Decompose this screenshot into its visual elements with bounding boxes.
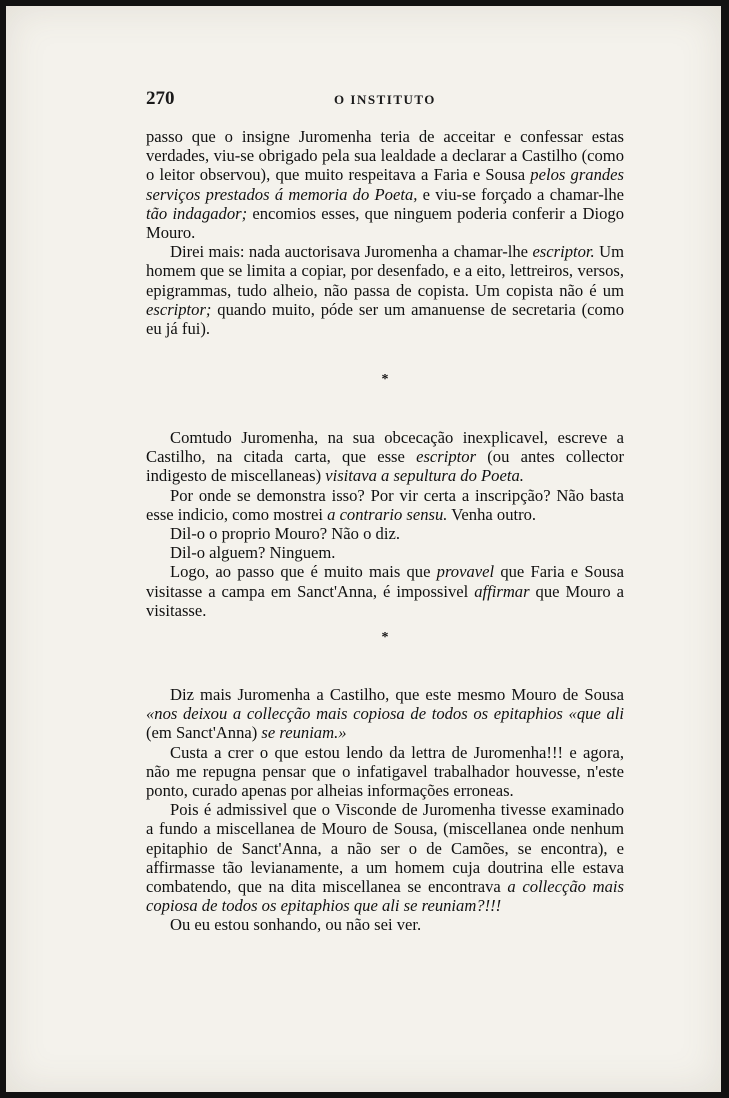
paragraph: Pois é admissivel que o Visconde de Juromenha tivesse examinado a fundo a miscellanea de Mouro de Sousa, (miscellanea onde nenhum epitaphio de Sanct'Anna, a não ser o de Camões, se encontra), e affirmasse tão levianamente, a um homem cuja doutrina elle estava combatendo, que na dita miscellanea se encontrava a collecção mais copiosa de todos os epitaphios que ali se reuniam?!!! — [146, 800, 624, 916]
paragraph: Logo, ao passo que é muito mais que provavel que Faria e Sousa visitasse a campa em Sanct'Anna, é impossivel affirmar que Mouro a visitasse. — [146, 562, 624, 620]
section-separator: * — [381, 372, 389, 387]
section-separator: * — [381, 630, 389, 645]
paragraph: Diz mais Juromenha a Castilho, que este mesmo Mouro de Sousa «nos deixou a collecção mais copiosa de todos os epitaphios «que ali (em Sanct'Anna) se reuniam.» — [146, 685, 624, 743]
page-header — [146, 88, 624, 112]
running-title: O INSTITUTO — [334, 92, 436, 107]
text-block-1 — [146, 127, 624, 338]
paragraph: passo que o insigne Juromenha teria de acceitar e confessar estas verdades, viu-se obrigado pela sua lealdade a declarar a Castilho (como o leitor observou), que muito respeitava a Faria e Sousa pelos grandes serviços prestados á memoria do Poeta, e viu-se forçado a chamar-lhe tão indagador; encomios esses, que ninguem poderia conferir a Diogo Mouro. — [146, 127, 625, 243]
paragraph: Por onde se demonstra isso? Por vir certa a inscripção? Não basta esse indicio, como mostrei a contrario sensu. Venha outro. — [146, 485, 624, 524]
paragraph: Ou eu estou sonhando, ou não sei ver. — [170, 915, 422, 935]
text-block-3 — [146, 685, 624, 935]
paragraph: Dil-o alguem? Ninguem. — [170, 543, 336, 563]
paragraph: Custa a crer o que estou lendo da lettra de Juromenha!!! e agora, não me repugna pensar que o infatigavel trabalhador houvesse, n'este ponto, curado apenas por alheias informações erroneas. — [146, 742, 624, 801]
paragraph: Comtudo Juromenha, na sua obcecação inexplicavel, escreve a Castilho, na citada carta, que esse escriptor (ou antes collector indigesto de miscellaneas) visitava a sepultura do Poeta. — [146, 428, 624, 486]
page-number: 270 — [146, 88, 175, 109]
text-block-2 — [146, 428, 624, 620]
paragraph: Direi mais: nada auctorisava Juromenha a chamar-lhe escriptor. Um homem que se limita a copiar, por desenfado, e a eito, lettreiros, versos, epigrammas, tudo alheio, não passa de copista. Um copista não é um escriptor; quando muito, póde ser um amanuense de secretaria (como eu já fui). — [146, 242, 624, 339]
paragraph: Dil-o o proprio Mouro? Não o diz. — [170, 524, 400, 544]
